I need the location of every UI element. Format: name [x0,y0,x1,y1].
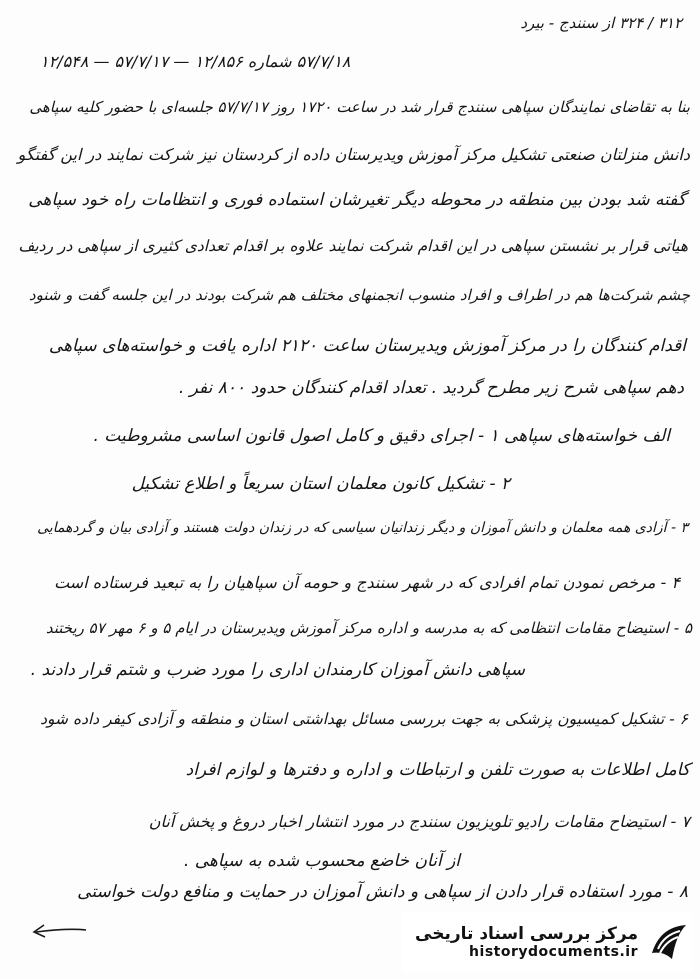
body-line-3: گفته شد بودن بین منطقه در محوطه دیگر تغیرشان استماده فوری و انتظامات راه خود سپاهی [28,190,686,210]
body-line-2: دانش منزلتان صنعتی تشکیل مرکز آموزش ویدیرستان داده از کردستان نیز شرکت نمایند در این گفتگو [17,145,690,164]
body-line-7: دهم سپاهی شرح زیر مطرح گردید . تعداد اقدام کنندگان حدود ۸۰۰ نفر . [178,378,684,398]
body-line-16: ۷ - استیضاح مقامات رادیو تلویزیون سنندج در مورد انتشار اخبار دروغ و پخش آنان [148,812,690,831]
body-line-1: بنا به تقاضای نمایندگان سپاهی سنندج قرار شد در ساعت ۱۷۲۰ روز ۵۷/۷/۱۷ جلسه‌ای با حضور کلیه سپاهی [29,98,690,116]
body-line-4: هیاتی قرار بر نشستن سپاهی در این اقدام شرکت نمایند علاوه بر اقدام تعدادی کثیری از سپاهی در ردیف [18,237,688,255]
body-line-15: کامل اطلاعات به صورت تلفن و ارتباطات و اداره و دفترها و لوازم افراد [185,760,690,780]
header-reference-left: ۵۷/۷/۱۸ شماره ۱۲/۸۵۶ — ۵۷/۷/۱۷ — ۱۲/۵۴۸ [40,52,351,71]
header-reference-right: ۳۱۲ / ۳۲۴ از سنندج - بیرد [520,14,682,32]
body-line-5: چشم شرکت‌ها هم در اطراف و افراد منسوب انجمنهای مختلف هم شرکت بودند در این جلسه گفت و شنود [28,286,690,304]
archive-watermark-logo [402,911,692,973]
body-line-17: از آنان خاضع محسوب شده به سپاهی . [183,851,460,871]
body-line-18: ۸ - مورد استفاده قرار دادن از سپاهی و دانش آموزان در حمایت و منافع دولت خواستی [77,882,688,902]
archive-book-icon [646,919,692,965]
body-line-9: ۲ - تشکیل کانون معلمان استان سریعاً و اطلاع تشکیل [131,474,510,494]
body-line-12: ۵ - استیضاح مقامات انتظامی که به مدرسه و اداره مرکز آموزش ویدیرستان در ایام ۵ و ۶ مهر ۵۷ ریختند [45,619,692,637]
continuation-arrow-icon [28,918,88,940]
body-line-14: ۶ - تشکیل کمیسیون پزشکی به جهت بررسی مسائل بهداشتی استان و منطقه و آزادی کیفر داده شود [40,710,688,728]
body-line-10: ۳ - آزادی همه معلمان و دانش آموزان و دیگر زندانیان سیاسی که در زندان دولت هستند و آزادی بیان و گردهمایی [37,520,688,536]
body-line-13: سپاهی دانش آموزان کارمندان اداری را مورد ضرب و شتم قرار دادند . [30,660,525,680]
body-line-11: ۴ - مرخص نمودن تمام افرادی که در شهر سنندج و حومه آن سپاهیان را به تبعید فرستاده است [54,573,680,592]
body-line-8: الف خواسته‌های سپاهی ۱ - اجرای دقیق و کامل اصول قانون اساسی مشروطیت . [93,426,670,446]
logo-title-fa: مرکز بررسی اسناد تاریخی [415,924,638,944]
body-line-6: اقدام کنندگان را در مرکز آموزش ویدیرستان ساعت ۲۱۲۰ اداره یافت و خواسته‌های سپاهی [48,336,686,356]
logo-text [415,924,638,960]
logo-url: historydocuments.ir [469,944,638,960]
